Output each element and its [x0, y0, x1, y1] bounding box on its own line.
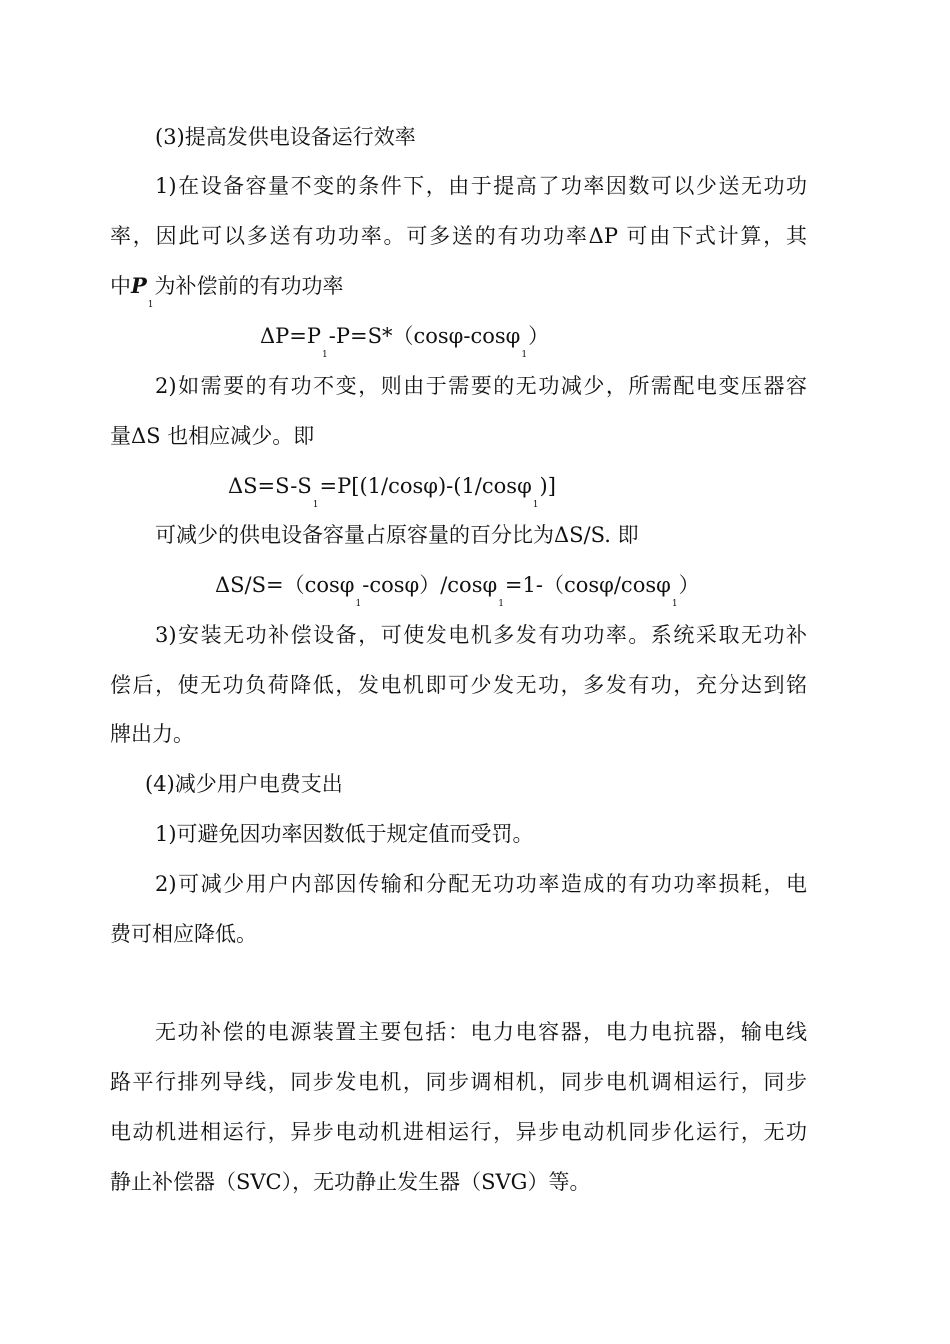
- heading-text: (4)减少用户电费支出: [145, 772, 343, 796]
- paragraph-line: [110, 1118, 807, 1146]
- paragraph-line: [110, 671, 807, 699]
- paragraph-line: [110, 422, 810, 450]
- paragraph-line: [110, 720, 810, 748]
- formula-part: ΔS/S=（cosφ: [215, 573, 355, 597]
- text: 静止补偿器（SVC），无功静止发生器（SVG）等。: [110, 1170, 591, 1194]
- text: 率，因此可以多送有功功率。可多送的有功功率ΔP 可由下式计算，其: [110, 224, 807, 248]
- text: 2)如需要的有功不变，则由于需要的无功减少，所需配电变压器容: [155, 374, 807, 398]
- formula-part: ）: [528, 324, 550, 348]
- symbol-p: P: [131, 273, 147, 298]
- formula-part: ΔP=P: [260, 324, 322, 348]
- subscript: 1: [521, 350, 528, 360]
- formula-part: =P[(1/cosφ)-(1/cosφ: [319, 474, 532, 498]
- paragraph-line: [155, 1018, 807, 1046]
- paragraph-line: [110, 1168, 810, 1196]
- text: 费可相应降低。: [110, 922, 257, 946]
- text: 1)在设备容量不变的条件下，由于提高了功率因数可以少送无功功: [155, 174, 807, 198]
- formula-ratio: [215, 571, 915, 609]
- formula-delta-s: [228, 472, 928, 510]
- subscript: 1: [532, 500, 539, 510]
- subscript: 1: [355, 599, 362, 609]
- subscript: 1: [322, 350, 328, 360]
- paragraph-line: [110, 920, 810, 948]
- text: 偿后，使无功负荷降低，发电机即可少发无功，多发有功，充分达到铭: [110, 673, 807, 697]
- paragraph-line: [155, 172, 807, 200]
- subscript: 1: [312, 500, 319, 510]
- paragraph-line: [155, 372, 807, 400]
- text: 牌出力。: [110, 722, 194, 746]
- section-heading-3: [155, 123, 855, 151]
- paragraph-line: [110, 272, 810, 310]
- formula-part: ΔS=S-S: [228, 474, 312, 498]
- text: 2)可减少用户内部因传输和分配无功功率造成的有功功率损耗，电: [155, 872, 807, 896]
- formula-delta-p: [260, 322, 950, 360]
- text: 为补偿前的有功功率: [154, 274, 344, 298]
- text: 中: [110, 274, 131, 298]
- subscript: 1: [671, 599, 678, 609]
- formula-part: =1-（cosφ/cosφ: [504, 573, 671, 597]
- text: 电动机进相运行，异步电动机进相运行，异步电动机同步化运行，无功: [110, 1120, 807, 1144]
- paragraph-line: [155, 870, 807, 898]
- heading-text: (3)提高发供电设备运行效率: [155, 125, 416, 149]
- paragraph-line: [155, 521, 855, 549]
- subscript: 1: [498, 599, 504, 609]
- section-heading-4: [145, 770, 845, 798]
- paragraph-line: [155, 621, 807, 649]
- formula-part: -P=S*（cosφ-cosφ: [328, 324, 521, 348]
- text: 可减少的供电设备容量占原容量的百分比为ΔS/S. 即: [155, 523, 639, 547]
- text: 量ΔS 也相应减少。即: [110, 424, 315, 448]
- text: 无功补偿的电源装置主要包括：电力电容器，电力电抗器，输电线: [155, 1020, 807, 1044]
- formula-part: )]: [539, 474, 556, 498]
- paragraph-line: [155, 820, 855, 848]
- subscript: 1: [147, 300, 154, 310]
- formula-part: -cosφ）/cosφ: [362, 573, 498, 597]
- text: 路平行排列导线，同步发电机，同步调相机，同步电机调相运行，同步: [110, 1070, 807, 1094]
- paragraph-line: [110, 222, 807, 250]
- text: 3)安装无功补偿设备，可使发电机多发有功功率。系统采取无功补: [155, 623, 807, 647]
- text: 1)可避免因功率因数低于规定值而受罚。: [155, 822, 534, 846]
- formula-part: ）: [678, 573, 700, 597]
- paragraph-line: [110, 1068, 807, 1096]
